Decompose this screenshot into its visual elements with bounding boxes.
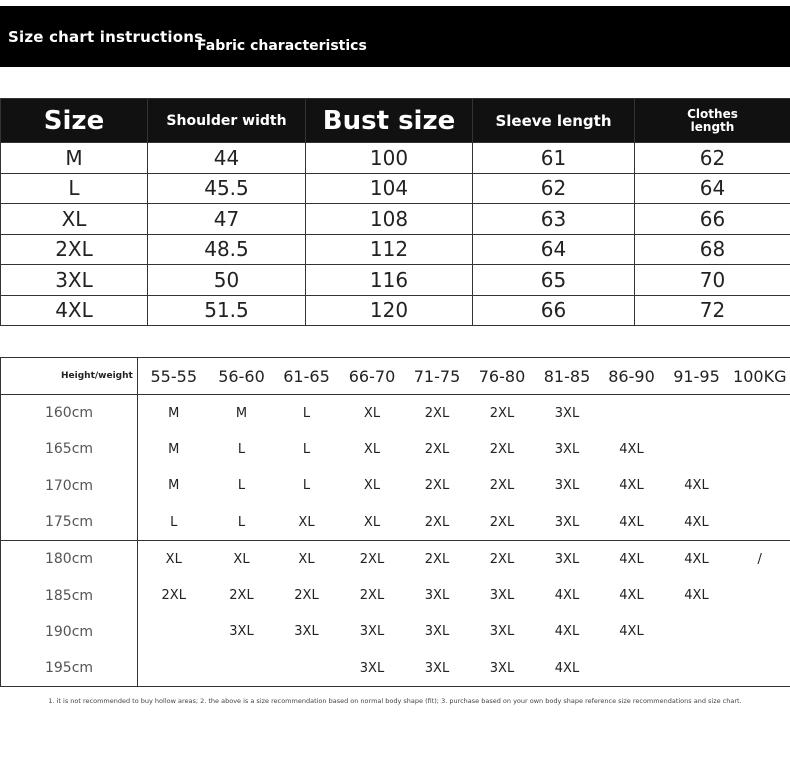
weight-header: 71-75 xyxy=(405,358,470,395)
size-row xyxy=(1,173,790,204)
size-row xyxy=(1,143,790,174)
recommended-size-cell: 4XL xyxy=(684,478,709,494)
recommended-size-cell xyxy=(730,614,790,650)
recommended-size-cell: L xyxy=(237,514,246,530)
size-cell-shoulder-width: 45.5 xyxy=(148,173,306,204)
weight-header: 76-80 xyxy=(470,358,535,395)
size-row xyxy=(1,204,790,235)
weight-header: 61-65 xyxy=(274,358,340,395)
recommended-size-cell: 3XL xyxy=(554,405,580,421)
recommended-size-cell: 3XL xyxy=(489,588,515,604)
weight-header: 91-95 xyxy=(664,358,730,395)
size-cell-bust-size: 112 xyxy=(306,234,473,265)
recommended-size-cell: 4XL xyxy=(600,541,664,578)
recommended-size-cell xyxy=(730,650,790,687)
recommended-size-cell: M xyxy=(168,478,180,494)
height-label: 170cm xyxy=(1,468,138,504)
size-cell-clothes-length: 72 xyxy=(635,295,790,326)
size-cell-size: 3XL xyxy=(1,265,148,296)
recommended-size-cell: 3XL xyxy=(359,624,385,640)
recommended-size-cell: 4XL xyxy=(684,588,709,604)
size-cell-clothes-length: 70 xyxy=(635,265,790,296)
recommended-size-cell: 3XL xyxy=(535,541,600,578)
recommended-size-cell xyxy=(600,395,664,432)
recommended-size-cell: 2XL xyxy=(161,588,186,604)
recommended-size-cell: 2XL xyxy=(359,588,385,604)
recommended-size-cell xyxy=(664,614,730,650)
size-cell-bust-size: 104 xyxy=(306,173,473,204)
size-cell-bust-size: 108 xyxy=(306,204,473,235)
recommended-size-cell: 4XL xyxy=(619,514,644,530)
size-cell-sleeve-length: 66 xyxy=(473,295,635,326)
recommended-size-cell: 4XL xyxy=(619,588,644,604)
recommended-size-cell: XL xyxy=(363,514,381,530)
recommended-size-cell xyxy=(730,431,790,467)
recommended-size-cell: M xyxy=(235,405,248,421)
weight-header: 86-90 xyxy=(600,358,664,395)
header-clothes-length xyxy=(635,99,790,143)
size-cell-clothes-length: 66 xyxy=(635,204,790,235)
size-cell-shoulder-width: 50 xyxy=(148,265,306,296)
recommended-size-cell: 4XL xyxy=(684,514,709,530)
recommendation-row xyxy=(1,541,790,578)
height-label: 160cm xyxy=(1,395,138,432)
recommended-size-cell: L xyxy=(302,441,311,457)
height-label: 195cm xyxy=(1,650,138,687)
recommended-size-cell: L xyxy=(170,514,178,530)
recommended-size-cell: L xyxy=(237,478,246,494)
recommended-size-cell xyxy=(664,395,730,432)
size-cell-bust-size: 116 xyxy=(306,265,473,296)
size-cell-shoulder-width: 51.5 xyxy=(148,295,306,326)
recommended-size-cell: 3XL xyxy=(229,624,254,640)
weight-header: 56-60 xyxy=(210,358,274,395)
recommended-size-cell xyxy=(664,650,730,687)
size-cell-bust-size: 100 xyxy=(306,143,473,174)
recommended-size-cell: 2XL xyxy=(489,514,515,530)
recommended-size-cell: 2XL xyxy=(405,541,470,578)
size-chart-table xyxy=(0,98,790,326)
recommended-size-cell: 3XL xyxy=(405,650,470,687)
recommended-size-cell: 4XL xyxy=(554,624,580,640)
size-cell-sleeve-length: 62 xyxy=(473,173,635,204)
weight-header: 55-55 xyxy=(138,358,210,395)
size-cell-bust-size: 120 xyxy=(306,295,473,326)
recommended-size-cell: L xyxy=(302,478,311,494)
size-cell-shoulder-width: 48.5 xyxy=(148,234,306,265)
header-clothes-line1: Clothes xyxy=(687,106,738,121)
recommended-size-cell: M xyxy=(168,441,180,457)
recommended-size-cell: 4XL xyxy=(619,441,644,457)
recommended-size-cell: 2XL xyxy=(424,405,450,421)
size-cell-sleeve-length: 61 xyxy=(473,143,635,174)
recommended-size-cell: 4XL xyxy=(664,541,730,578)
recommended-size-cell: XL xyxy=(298,514,315,530)
recommended-size-cell: 3XL xyxy=(424,588,450,604)
recommended-size-cell: 2XL xyxy=(489,441,515,457)
recommended-size-cell: 2XL xyxy=(489,478,515,494)
header-sleeve-length: Sleeve length xyxy=(473,99,635,143)
recommended-size-cell: 2XL xyxy=(424,478,450,494)
recommendation-row xyxy=(1,650,790,687)
recommended-size-cell: 3XL xyxy=(554,478,580,494)
size-cell-size: XL xyxy=(1,204,148,235)
height-label: 185cm xyxy=(1,577,138,613)
size-row xyxy=(1,295,790,326)
recommended-size-cell: 3XL xyxy=(424,624,450,640)
recommended-size-cell: 4XL xyxy=(619,478,644,494)
header-shoulder-width: Shoulder width xyxy=(148,99,306,143)
recommended-size-cell: 4XL xyxy=(619,624,644,640)
recommended-size-cell xyxy=(664,431,730,467)
recommended-size-cell: 3XL xyxy=(470,650,535,687)
header-bust-size: Bust size xyxy=(306,99,473,143)
recommendation-header-row xyxy=(1,358,790,395)
recommendation-row xyxy=(1,468,790,504)
weight-header: 66-70 xyxy=(340,358,405,395)
header-size: Size xyxy=(1,99,148,143)
recommended-size-cell: 4XL xyxy=(554,588,580,604)
recommended-size-cell xyxy=(730,468,790,504)
recommended-size-cell: 3XL xyxy=(294,624,319,640)
size-cell-size: 4XL xyxy=(1,295,148,326)
recommended-size-cell xyxy=(730,577,790,613)
size-recommendation-table xyxy=(0,357,790,687)
size-cell-size: L xyxy=(1,173,148,204)
recommended-size-cell: 4XL xyxy=(535,650,600,687)
recommended-size-cell xyxy=(600,650,664,687)
recommended-size-cell: 2XL xyxy=(340,541,405,578)
size-cell-clothes-length: 62 xyxy=(635,143,790,174)
recommended-size-cell xyxy=(730,395,790,432)
size-chart-header-row xyxy=(1,99,790,143)
height-label: 180cm xyxy=(1,541,138,578)
size-cell-size: 2XL xyxy=(1,234,148,265)
size-cell-shoulder-width: 44 xyxy=(148,143,306,174)
size-cell-sleeve-length: 63 xyxy=(473,204,635,235)
recommended-size-cell: 2XL xyxy=(229,588,254,604)
recommended-size-cell: 2XL xyxy=(489,405,515,421)
size-cell-sleeve-length: 65 xyxy=(473,265,635,296)
height-label: 175cm xyxy=(1,504,138,541)
recommended-size-cell: 3XL xyxy=(340,650,405,687)
recommended-size-cell: L xyxy=(237,441,246,457)
recommended-size-cell: XL xyxy=(363,478,381,494)
size-chart-title: Size chart instructions xyxy=(8,28,204,46)
recommended-size-cell xyxy=(210,650,274,687)
header-clothes-line2: length xyxy=(690,119,735,134)
size-cell-clothes-length: 68 xyxy=(635,234,790,265)
recommended-size-cell: 2XL xyxy=(424,441,450,457)
recommended-size-cell: 3XL xyxy=(554,441,580,457)
recommendation-row xyxy=(1,577,790,613)
recommended-size-cell xyxy=(274,650,340,687)
recommended-size-cell: XL xyxy=(363,441,381,457)
recommended-size-cell: XL xyxy=(274,541,340,578)
recommended-size-cell: 2XL xyxy=(424,514,450,530)
size-row xyxy=(1,265,790,296)
header-bar xyxy=(0,6,790,67)
recommended-size-cell: XL xyxy=(138,541,210,578)
recommended-size-cell xyxy=(138,614,210,650)
recommended-size-cell: M xyxy=(168,405,180,421)
recommended-size-cell: XL xyxy=(210,541,274,578)
recommended-size-cell: L xyxy=(302,405,311,421)
recommendation-row xyxy=(1,431,790,467)
recommended-size-cell xyxy=(138,650,210,687)
recommended-size-cell: 2XL xyxy=(470,541,535,578)
recommended-size-cell: 3XL xyxy=(489,624,515,640)
recommended-size-cell: 2XL xyxy=(294,588,319,604)
recommended-size-cell: / xyxy=(730,541,790,578)
weight-header: 81-85 xyxy=(535,358,600,395)
weight-header: 100KG xyxy=(730,358,790,395)
size-cell-size: M xyxy=(1,143,148,174)
fabric-characteristics-title: Fabric characteristics xyxy=(197,38,367,54)
recommendation-row xyxy=(1,504,790,541)
recommendation-row xyxy=(1,395,790,432)
height-weight-corner-label: Height/weight xyxy=(1,358,138,395)
recommended-size-cell: 3XL xyxy=(554,514,580,530)
height-label: 190cm xyxy=(1,614,138,650)
size-cell-sleeve-length: 64 xyxy=(473,234,635,265)
recommended-size-cell xyxy=(730,504,790,541)
size-cell-clothes-length: 64 xyxy=(635,173,790,204)
footnote: 1. it is not recommended to buy hollow areas; 2. the above is a size recommendation based on normal body shape (fit); 3. purchase based on your own body shape reference size recommendations and size chart. xyxy=(48,697,742,705)
size-row xyxy=(1,234,790,265)
height-label: 165cm xyxy=(1,431,138,467)
recommendation-row xyxy=(1,614,790,650)
recommended-size-cell: XL xyxy=(363,405,381,421)
size-cell-shoulder-width: 47 xyxy=(148,204,306,235)
